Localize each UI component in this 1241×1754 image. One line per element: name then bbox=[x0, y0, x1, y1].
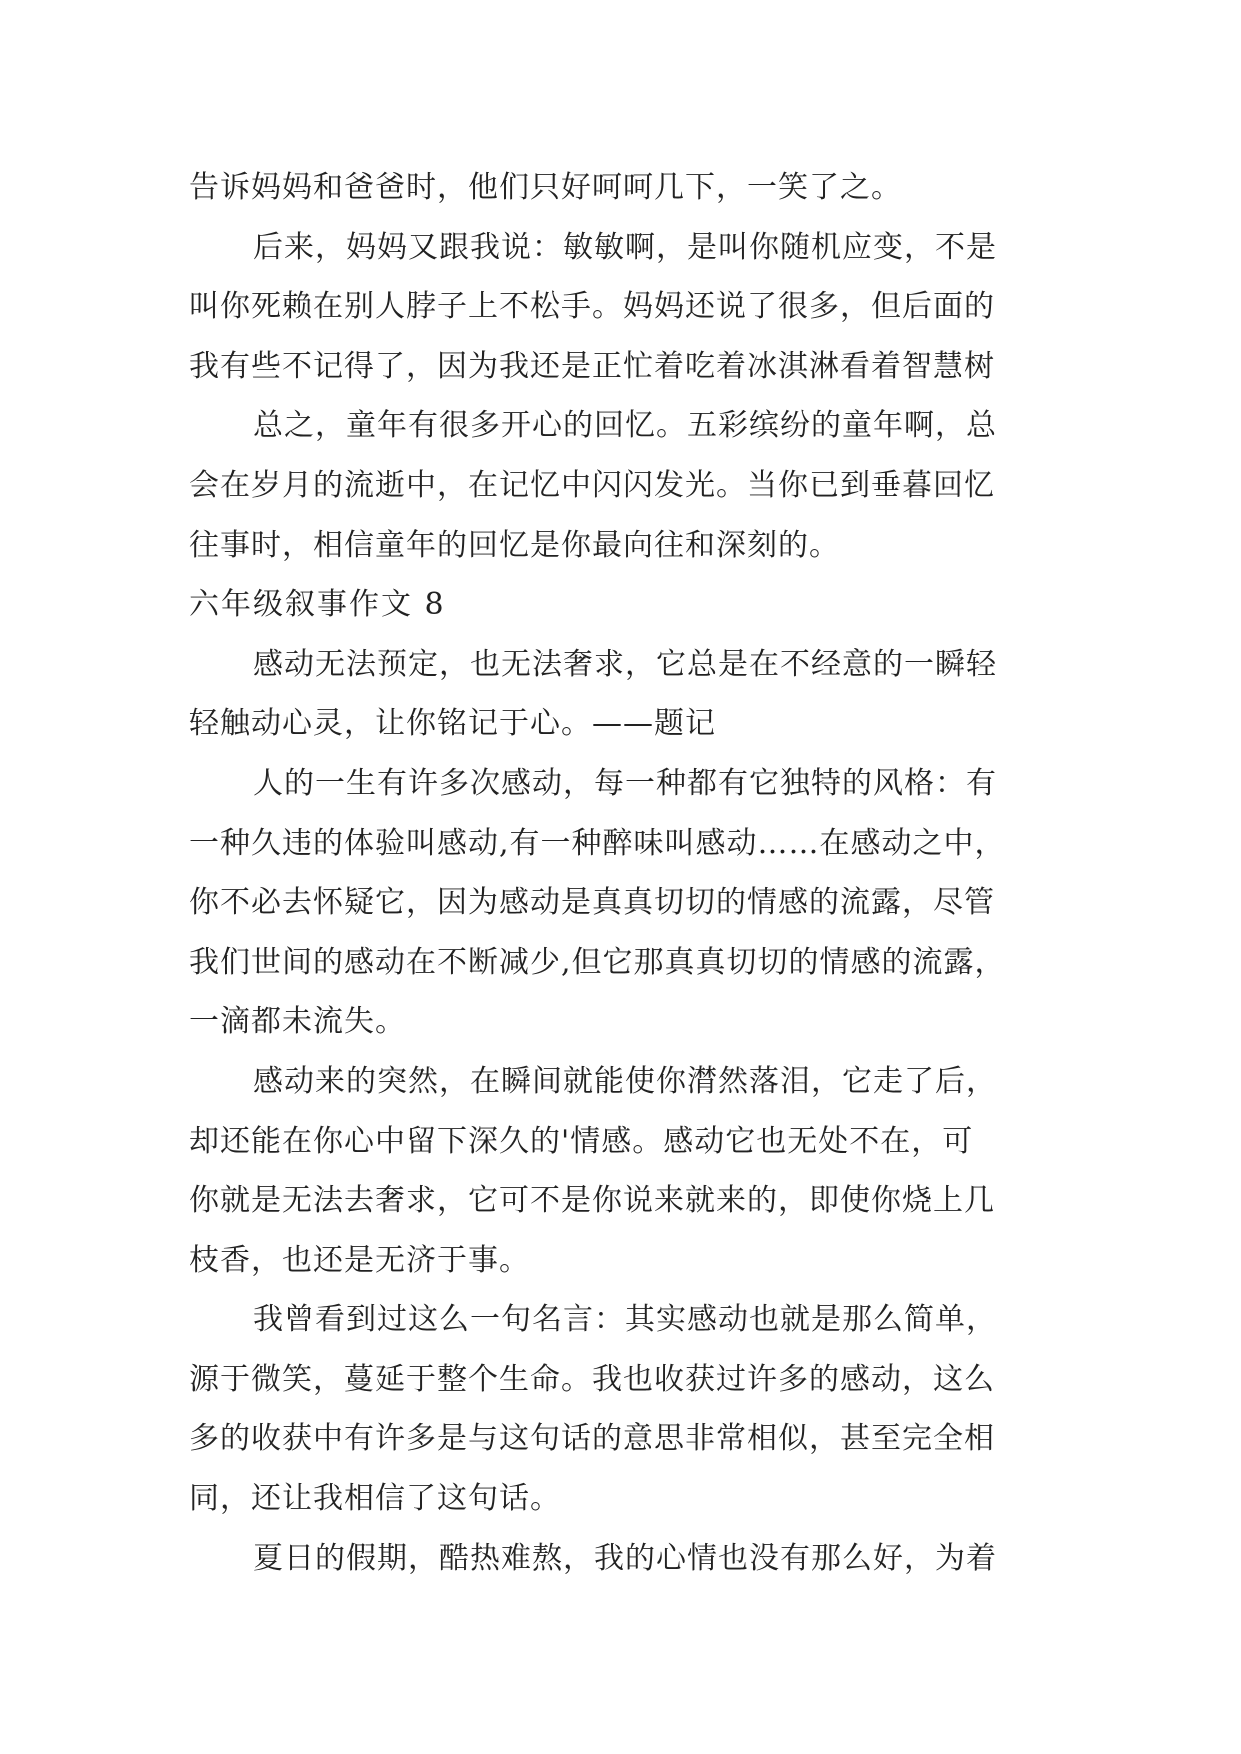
text-line: 我有些不记得了，因为我还是正忙着吃着冰淇淋看着智慧树 bbox=[189, 348, 995, 384]
text-line: 告诉妈妈和爸爸时，他们只好呵呵几下，一笑了之。 bbox=[189, 170, 902, 205]
text-line: 往事时，相信童年的回忆是你最向往和深刻的。 bbox=[189, 527, 840, 563]
text-line: 人的一生有许多次感动，每一种都有它独特的风格：有 bbox=[253, 765, 997, 801]
text-line: 源于微笑，蔓延于整个生命。我也收获过许多的感动，这么 bbox=[189, 1361, 995, 1397]
text-line: 我们世间的感动在不断减少,但它那真真切切的情感的流露， bbox=[189, 944, 1006, 980]
text-line: 多的收获中有许多是与这句话的意思非常相似，甚至完全相 bbox=[189, 1421, 995, 1457]
text-line: 你不必去怀疑它，因为感动是真真切切的情感的流露，尽管 bbox=[189, 885, 995, 921]
text-line: 枝香，也还是无济于事。 bbox=[189, 1242, 530, 1278]
text-line: 一滴都未流失。 bbox=[189, 1004, 406, 1040]
text-line: 夏日的假期，酷热难熬，我的心情也没有那么好，为着 bbox=[253, 1540, 997, 1576]
text-line: 同，还让我相信了这句话。 bbox=[189, 1481, 561, 1517]
text-line: 感动无法预定，也无法奢求，它总是在不经意的一瞬轻 bbox=[253, 646, 997, 682]
text-line: 却还能在你心中留下深久的'情感。感动它也无处不在，可 bbox=[189, 1123, 974, 1159]
text-line: 后来，妈妈又跟我说：敏敏啊，是叫你随机应变，不是 bbox=[253, 229, 997, 265]
text-line: 叫你死赖在别人脖子上不松手。妈妈还说了很多，但后面的 bbox=[189, 289, 995, 325]
document-body bbox=[189, 158, 1064, 1588]
text-line: 我曾看到过这么一句名言：其实感动也就是那么简单， bbox=[253, 1302, 997, 1338]
text-line: 会在岁月的流逝中，在记忆中闪闪发光。当你已到垂暮回忆 bbox=[189, 467, 995, 503]
text-line: 感动来的突然，在瞬间就能使你潸然落泪，它走了后， bbox=[253, 1063, 997, 1099]
text-line: 轻触动心灵，让你铭记于心。——题记 bbox=[189, 706, 716, 742]
text-line: 你就是无法去奢求，它可不是你说来就来的，即使你烧上几 bbox=[189, 1183, 995, 1219]
text-line: 总之，童年有很多开心的回忆。五彩缤纷的童年啊，总 bbox=[253, 408, 997, 444]
section-heading: 六年级叙事作文 8 bbox=[189, 587, 446, 623]
text-line: 一种久违的体验叫感动,有一种醉味叫感动……在感动之中， bbox=[189, 825, 1006, 861]
